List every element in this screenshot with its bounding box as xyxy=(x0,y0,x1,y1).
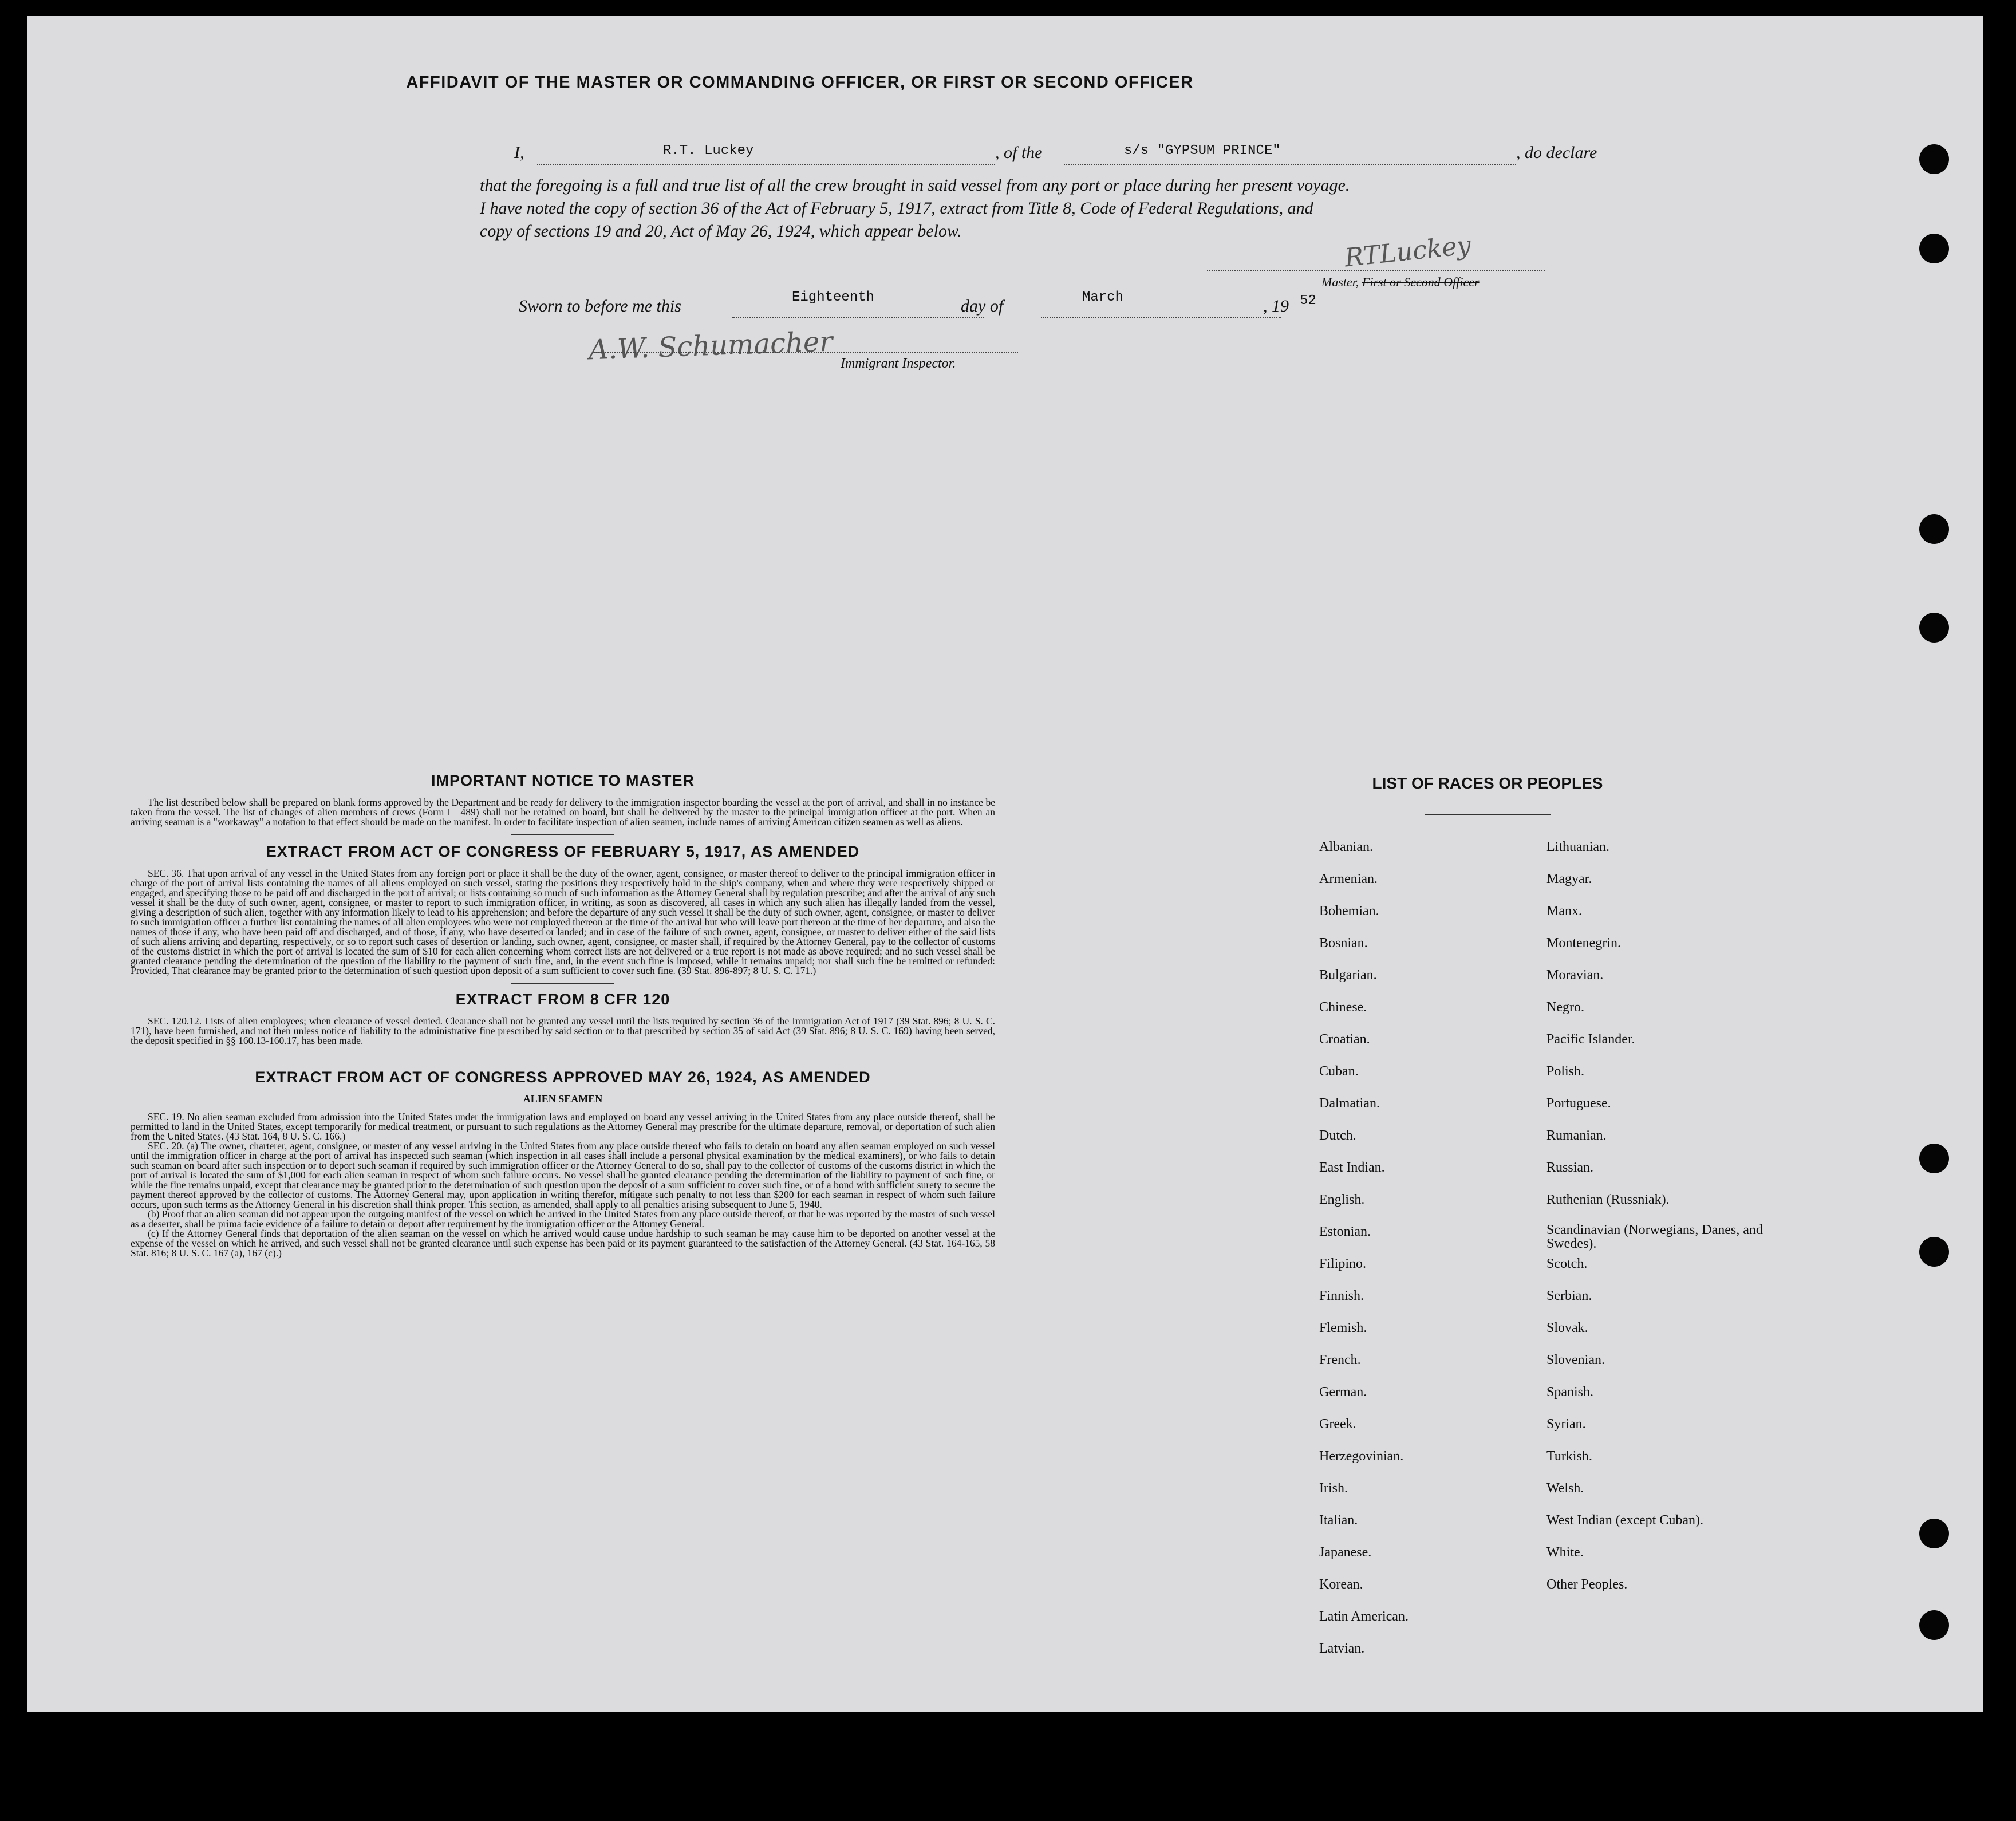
extract-1924-heading: EXTRACT FROM ACT OF CONGRESS APPROVED MAY 26, 1924, AS AMENDED xyxy=(255,1069,871,1086)
race-list-item: Spanish. xyxy=(1546,1385,1594,1400)
race-list-item: English. xyxy=(1319,1192,1365,1207)
sec-19-text: SEC. 19. No alien seaman excluded from admission into the United States under the immigration laws and employed on board any vessel arriving in the United States from any place outside thereof, shall be permitted to land in the United States, except temporarily for medical treatment, or pursuant to such regulations as the Attorney General may prescribe for the ultimate departure, removal, or deportation of such alien from the United States. (43 Stat. 164, 8 U. S. C. 166.) xyxy=(131,1111,995,1142)
race-list-item: Dalmatian. xyxy=(1319,1096,1380,1111)
alien-seamen-subheading: ALIEN SEAMEN xyxy=(523,1093,603,1105)
race-list-item: Latvian. xyxy=(1319,1641,1365,1656)
race-list-item: West Indian (except Cuban). xyxy=(1546,1513,1703,1528)
notice-text-block xyxy=(131,798,995,827)
master-signature-line xyxy=(1207,270,1545,271)
document-page xyxy=(27,16,1983,1712)
race-list-item: Italian. xyxy=(1319,1513,1358,1528)
binder-hole xyxy=(1919,144,1949,174)
month-value: March xyxy=(1082,290,1124,305)
master-title: Master, xyxy=(1321,275,1359,289)
name-field-line xyxy=(537,164,995,165)
race-list-item: Manx. xyxy=(1546,904,1582,919)
race-list-item: Greek. xyxy=(1319,1417,1356,1432)
race-list-item: Latin American. xyxy=(1319,1609,1409,1624)
race-list-item: White. xyxy=(1546,1545,1584,1560)
affidavit-title: AFFIDAVIT OF THE MASTER OR COMMANDING OFFICER, OR FIRST OR SECOND OFFICER xyxy=(406,73,1194,92)
vessel-field-line xyxy=(1064,164,1516,165)
race-list-item: Serbian. xyxy=(1546,1288,1592,1303)
race-list-item: French. xyxy=(1319,1353,1361,1367)
extract-cfr-block xyxy=(131,1016,995,1046)
inspector-signature: A.W. Schumacher xyxy=(588,325,834,366)
extract-cfr-heading: EXTRACT FROM 8 CFR 120 xyxy=(455,991,670,1008)
extract-1917-text: SEC. 36. That upon arrival of any vessel in the United States from any foreign port or place it shall be the duty of the owner, agent, consignee, or master thereof to deliver to the principal immigration officer in charge of the port of arrival lists containing the names of all aliens employed on such vessel, stating the positions they respectively hold in the ship's company, when and where they were respectively shipped or engaged, and specifying those to be paid off and discharged in the port of arrival; or lists containing so much of such information as the Attorney General shall by regulation prescribe; and after the arrival of any such vessel it shall be the duty of such owner, agent, consignee, or master to report to such immigration officer, in writing, as soon as discovered, all cases in which any such alien has illegally landed from the vessel, giving a description of such alien, together with any information likely to lead to his apprehension; and before the departure of any such vessel it shall be the duty of such owner, agent, consignee, or master to deliver to such immigration officer a further list containing the names of all alien employees who were not employed thereon at the time of the arrival but who will leave port thereon at the time of her departure, and also the names of those if any, who have been paid off and discharged, and of those, if any, who have deserted or landed; and in case of the failure of such owner, agent, consignee, or master to deliver either of the said lists of such aliens arriving and departing, respectively, or so to report such cases of desertion or landing, such owner, agent, consignee, or master shall, if required by the Attorney General, pay to the collector of customs of the customs district in which the port of arrival is located the sum of $10 for each alien concerning whom correct lists are not delivered or a true report is not made as above required; and no such vessel shall be granted clearance pending the determination of the question of the liability to the payment of such fine, and, in the event such fine is imposed, while it remains unpaid; nor shall such fine be remitted or refunded: Provided, That clearance may be granted prior to the determination of such question upon deposit of a sum sufficient to cover such fine. (39 Stat. 896-897; 8 U. S. C. 171.) xyxy=(131,868,995,976)
race-list-item: Portuguese. xyxy=(1546,1096,1611,1111)
race-list-item: Rumanian. xyxy=(1546,1128,1607,1143)
binder-hole xyxy=(1919,613,1949,643)
race-list-item: Finnish. xyxy=(1319,1288,1364,1303)
race-list-item: Bohemian. xyxy=(1319,904,1379,919)
binder-hole xyxy=(1919,1144,1949,1173)
race-list-item: Bosnian. xyxy=(1319,936,1368,951)
divider xyxy=(511,983,614,984)
extract-1917-heading: EXTRACT FROM ACT OF CONGRESS OF FEBRUARY 5, 1917, AS AMENDED xyxy=(266,843,860,860)
race-list-item: Chinese. xyxy=(1319,1000,1367,1015)
notice-text: The list described below shall be prepared on blank forms approved by the Department and be ready for delivery to the immigration inspector boarding the vessel at the port of arrival, and shall in no instance be taken from the vessel. The list of changes of alien members of crews (Form I—489) shall not be retained on board, but shall be delivered by the master to the principal immigration officer at the port. When an arriving seaman is a "workaway" a notation to that effect should be made on the manifest. In order to facilitate inspection of alien seamen, include names of arriving American citizen seamen as well as aliens. xyxy=(131,797,995,827)
day-value: Eighteenth xyxy=(792,290,875,305)
of-the-label: , of the xyxy=(995,143,1043,162)
race-list-item: Moravian. xyxy=(1546,968,1604,983)
race-list-item: Lithuanian. xyxy=(1546,839,1609,854)
race-list-item: Albanian. xyxy=(1319,839,1373,854)
binder-hole xyxy=(1919,1610,1949,1640)
binder-hole xyxy=(1919,1237,1949,1267)
day-of-label: day of xyxy=(961,297,1004,316)
race-list-item: Magyar. xyxy=(1546,872,1592,886)
race-list-item: Cuban. xyxy=(1319,1064,1359,1079)
struck-officer-title: First or Second Officer xyxy=(1362,275,1480,289)
race-list-item: Croatian. xyxy=(1319,1032,1370,1047)
race-list-item: Irish. xyxy=(1319,1481,1348,1496)
declaration-line-3: copy of sections 19 and 20, Act of May 26, 1924, which appear below. xyxy=(480,222,962,241)
binder-hole xyxy=(1919,234,1949,263)
divider xyxy=(511,834,614,835)
race-list-item: Dutch. xyxy=(1319,1128,1356,1143)
inspector-signature-line xyxy=(594,352,1018,353)
year-prefix: , 19 xyxy=(1263,297,1289,316)
binder-hole xyxy=(1919,1519,1949,1548)
master-title-label xyxy=(1321,275,1480,290)
races-heading: LIST OF RACES OR PEOPLES xyxy=(1372,774,1603,792)
divider xyxy=(1425,814,1551,815)
sworn-label: Sworn to before me this xyxy=(519,297,681,316)
master-signature: RTLuckey xyxy=(1343,230,1473,273)
extract-1917-block xyxy=(131,869,995,976)
race-list-item: German. xyxy=(1319,1385,1367,1400)
binder-hole xyxy=(1919,514,1949,544)
inspector-title: Immigrant Inspector. xyxy=(841,356,956,371)
race-list-item: Welsh. xyxy=(1546,1481,1584,1496)
race-list-item: East Indian. xyxy=(1319,1160,1385,1175)
declaration-line-2: I have noted the copy of section 36 of the Act of February 5, 1917, extract from Title 8, Code of Federal Regulations, and xyxy=(480,199,1313,218)
extract-1924-block xyxy=(131,1112,995,1258)
year-value: 52 xyxy=(1300,293,1316,309)
i-label: I, xyxy=(514,143,524,162)
race-list-item: Korean. xyxy=(1319,1577,1363,1592)
race-list-item: Turkish. xyxy=(1546,1449,1592,1464)
notices-column xyxy=(131,772,995,1258)
do-declare-label: , do declare xyxy=(1516,143,1597,162)
race-list-item: Herzegovinian. xyxy=(1319,1449,1404,1464)
race-list-item: Armenian. xyxy=(1319,872,1378,886)
race-list-item: Syrian. xyxy=(1546,1417,1586,1432)
race-list-item: Montenegrin. xyxy=(1546,936,1621,951)
master-name-value: R.T. Luckey xyxy=(663,143,754,159)
race-list-item: Negro. xyxy=(1546,1000,1584,1015)
day-field-line xyxy=(732,317,984,318)
race-list-item: Slovak. xyxy=(1546,1321,1588,1335)
race-list-item: Bulgarian. xyxy=(1319,968,1377,983)
race-list-item: Polish. xyxy=(1546,1064,1585,1079)
race-list-item: Other Peoples. xyxy=(1546,1577,1628,1592)
race-list-item: Scandinavian (Norwegians, Danes, and Swedes). xyxy=(1546,1223,1763,1251)
declaration-line-1: that the foregoing is a full and true list of all the crew brought in said vessel from any port or place during her present voyage. xyxy=(480,176,1350,195)
month-field-line xyxy=(1041,317,1281,318)
race-list-item: Russian. xyxy=(1546,1160,1594,1175)
races-list-column-1 xyxy=(1319,838,1525,1672)
sec-20c-text: (c) If the Attorney General finds that deportation of the alien seaman on the vessel on which he arrived would cause undue hardship to such seaman he may cause him to be deported on another vessel at the expense of the vessel on which he arrived, and such vessel shall not be granted clearance until such expense has been paid or its payment guaranteed to the satisfaction of the Attorney General. (43 Stat. 164-165, 58 Stat. 816; 8 U. S. C. 167 (a), 167 (c).) xyxy=(131,1228,995,1259)
race-list-item: Ruthenian (Russniak). xyxy=(1546,1192,1670,1207)
extract-cfr-text: SEC. 120.12. Lists of alien employees; when clearance of vessel denied. Clearance shall not be granted any vessel until the lists required by section 36 of the Immigration Act of 1917 (39 Stat. 896; 8 U. S. C. 171), have been furnished, and not then unless notice of liability to the administrative fine prescribed by said section or to that prescribed by section 35 of said Act (39 Stat. 896; 8 U. S. C. 169) having been served, the deposit specified in §§ 160.13-160.17, has been made. xyxy=(131,1015,995,1046)
race-list-item: Flemish. xyxy=(1319,1321,1367,1335)
race-list-item: Pacific Islander. xyxy=(1546,1032,1635,1047)
sec-20b-text: (b) Proof that an alien seaman did not appear upon the outgoing manifest of the vessel on which he arrived in the United States from any place outside thereof, or that he was reported by the master of such vessel as a deserter, shall be prima facie evidence of a failure to detain or deport after requirement by the immigration officer or the Attorney General. xyxy=(131,1208,995,1229)
race-list-item: Japanese. xyxy=(1319,1545,1372,1560)
race-list-item: Estonian. xyxy=(1319,1224,1371,1239)
race-list-item: Slovenian. xyxy=(1546,1353,1605,1367)
race-list-item: Filipino. xyxy=(1319,1256,1367,1271)
sec-20a-text: SEC. 20. (a) The owner, charterer, agent, consignee, or master of any vessel arriving in the United States from any place outside thereof who fails to detain on board any alien seaman employed on such vessel until the immigration officer in charge at the port of arrival has inspected such seaman (which inspection in all cases shall include a personal physical examination by the medical examiners), or who fails to detain such seaman on board after such inspection or to deport such seaman if required by such immigration officer or the Attorney General to do so, shall pay to the collector of customs of the customs district in which the port of arrival is located the sum of $1,000 for each alien seaman in respect of whom such failure occurs. No vessel shall be granted clearance pending the determination of the liability to payment of such fine, or while the fine remains unpaid, except that clearance may be granted prior to the determination of such question upon the deposit of a sum sufficient to cover such fine, or of a bond with sufficient surety to secure the payment thereof approved by the collector of customs. The Attorney General may, upon application in writing therefor, mitigate such penalty to not less than $200 for each seaman in respect of whom such failure occurs, upon such terms as the Attorney General in his discretion shall think proper. This section, as amended, shall apply to all penalties arising subsequent to June 5, 1940. xyxy=(131,1140,995,1210)
race-list-item: Scotch. xyxy=(1546,1256,1588,1271)
vessel-name-value: s/s "GYPSUM PRINCE" xyxy=(1124,143,1281,159)
races-list-column-2 xyxy=(1546,838,1798,1608)
notice-heading: IMPORTANT NOTICE TO MASTER xyxy=(431,772,695,789)
